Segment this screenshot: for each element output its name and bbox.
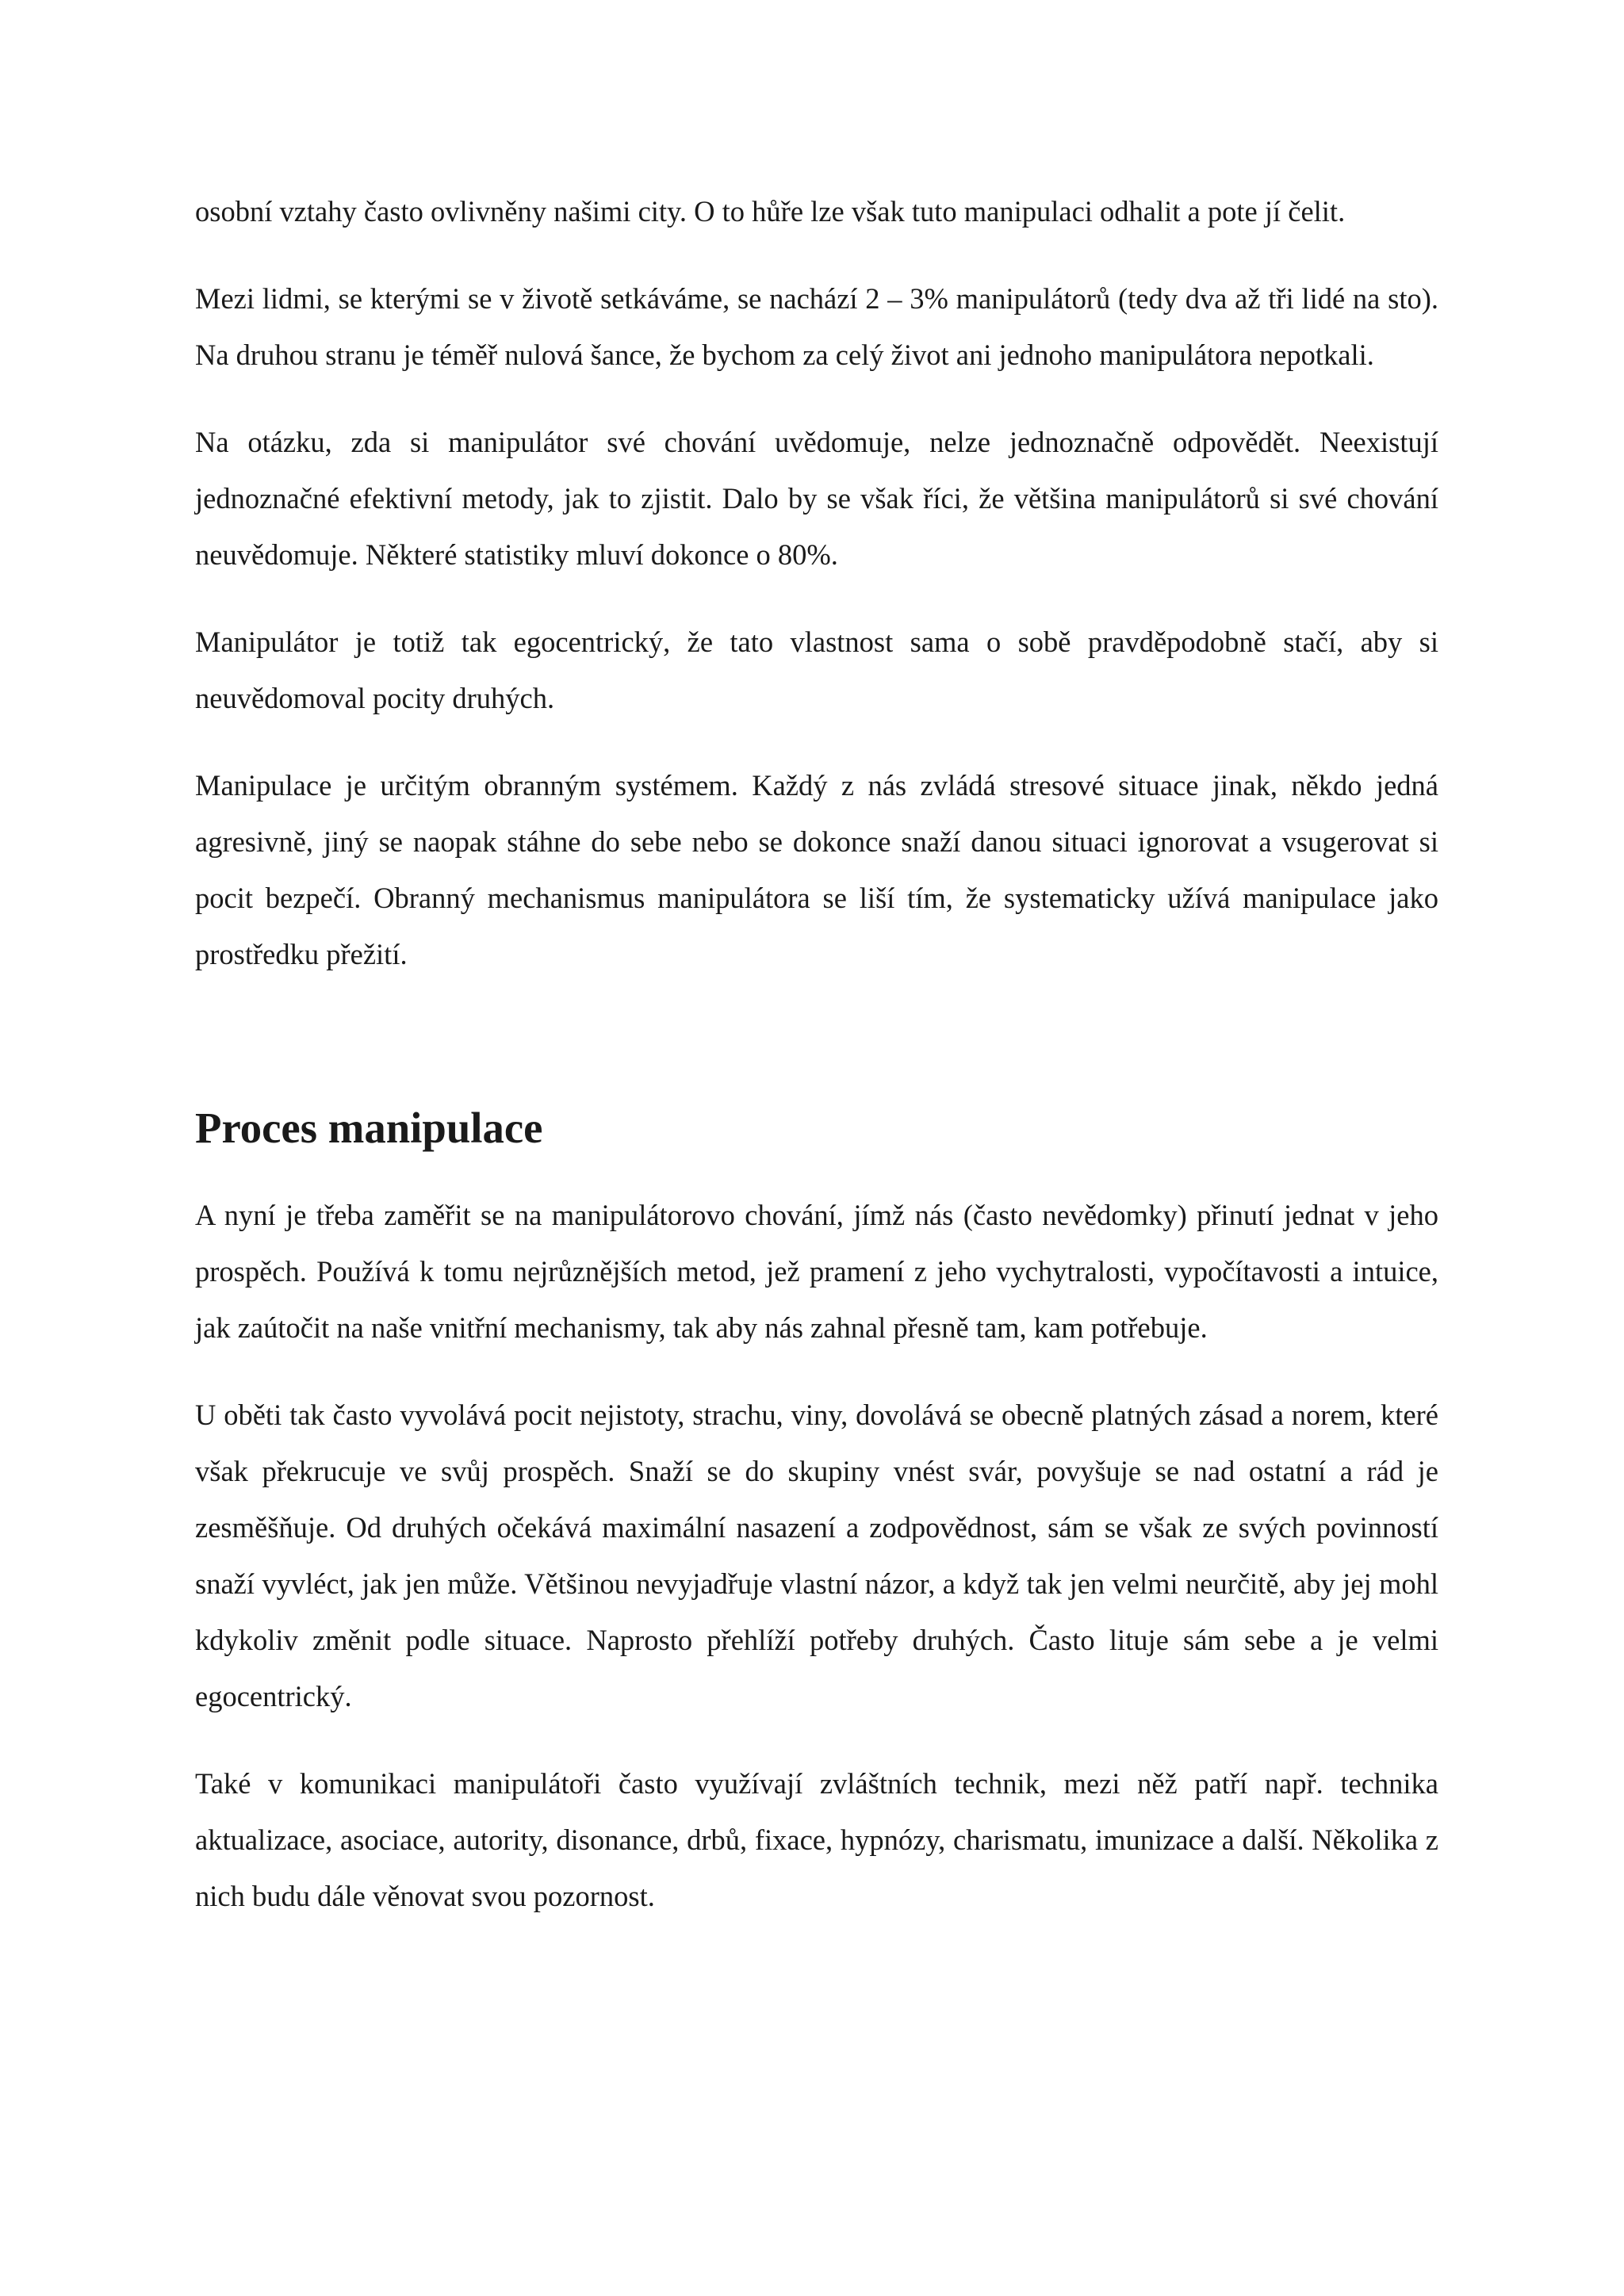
paragraph-3: Na otázku, zda si manipulátor své chování uvědomuje, nelze jednoznačně odpovědět. Neexistují jednoznačné efektivní metody, jak to zjistit. Dalo by se však říci, že většina manipulátorů si své chování neuvědomuje. Některé statistiky mluví dokonce o 80%. (195, 426, 1438, 571)
paragraph-6: A nyní je třeba zaměřit se na manipulátorovo chování, jímž nás (často nevědomky) přinutí jednat v jeho prospěch. Používá k tomu nejrůznějších metod, jež pramení z jeho vychytralosti, vypočítavosti a intuice, jak zaútočit na naše vnitřní mechanismy, tak aby nás zahnal přesně tam, kam potřebuje. (195, 1199, 1438, 1344)
paragraph-1: osobní vztahy často ovlivněny našimi city. O to hůře lze však tuto manipulaci odhalit a pote jí čelit. (195, 195, 1346, 228)
paragraph-5: Manipulace je určitým obranným systémem. Každý z nás zvládá stresové situace jinak, někdo jedná agresivně, jiný se naopak stáhne do sebe nebo se dokonce snaží danou situaci ignorovat a vsugerovat si pocit bezpečí. Obranný mechanismus manipulátora se liší tím, že systematicky užívá manipulace jako prostředku přežití. (195, 769, 1438, 970)
paragraph-7: U oběti tak často vyvolává pocit nejistoty, strachu, viny, dovolává se obecně platných zásad a norem, které však překrucuje ve svůj prospěch. Snaží se do skupiny vnést svár, povyšuje se nad ostatní a rád je zesměšňuje. Od druhých očekává maximální nasazení a zodpovědnost, sám se však ze svých povinností snaží vyvléct, jak jen může. Většinou nevyjadřuje vlastní názor, a když tak jen velmi neurčitě, aby jej mohl kdykoliv změnit podle situace. Naprosto přehlíží potřeby druhých. Často lituje sám sebe a je velmi egocentrický. (195, 1399, 1438, 1712)
paragraph-2: Mezi lidmi, se kterými se v životě setkáváme, se nachází 2 – 3% manipulátorů (tedy dva až tři lidé na sto). Na druhou stranu je téměř nulová šance, že bychom za celý život ani jednoho manipulátora nepotkali. (195, 282, 1438, 371)
section-heading: Proces manipulace (195, 1104, 543, 1152)
paragraph-8: Také v komunikaci manipulátoři často využívají zvláštních technik, mezi něž patří např. technika aktualizace, asociace, autority, disonance, drbů, fixace, hypnózy, charismatu, imunizace a další. Několika z nich budu dále věnovat svou pozornost. (195, 1767, 1438, 1912)
document-page (195, 183, 1438, 1955)
paragraph-4: Manipulátor je totiž tak egocentrický, že tato vlastnost sama o sobě pravděpodobně stačí, aby si neuvědomoval pocity druhých. (195, 626, 1438, 714)
